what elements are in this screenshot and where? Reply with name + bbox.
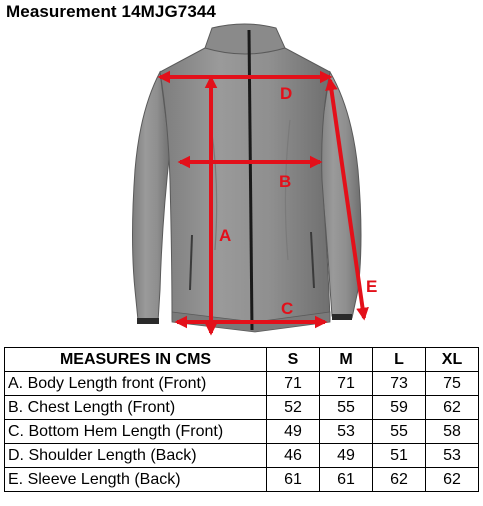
page-title: Measurement 14MJG7344 (6, 2, 216, 21)
header-measures: MEASURES IN CMS (5, 348, 267, 372)
cell-value: 46 (267, 444, 320, 468)
label-c: C (281, 299, 294, 318)
table-row (5, 444, 479, 468)
row-label: E. Sleeve Length (Back) (5, 468, 267, 492)
cell-value: 71 (320, 372, 373, 396)
label-e: E (366, 277, 378, 296)
size-table (4, 347, 479, 492)
label-b: B (279, 172, 292, 191)
cell-value: 55 (320, 396, 373, 420)
cell-value: 61 (267, 468, 320, 492)
cell-value: 61 (320, 468, 373, 492)
row-label: C. Bottom Hem Length (Front) (5, 420, 267, 444)
table-header-row (5, 348, 479, 372)
cell-value: 49 (267, 420, 320, 444)
cell-value: 62 (373, 468, 426, 492)
cell-value: 73 (373, 372, 426, 396)
cell-value: 62 (426, 396, 479, 420)
header-size-s: S (267, 348, 320, 372)
cell-value: 71 (267, 372, 320, 396)
table-row (5, 420, 479, 444)
cell-value: 53 (320, 420, 373, 444)
table-row (5, 372, 479, 396)
row-label: D. Shoulder Length (Back) (5, 444, 267, 468)
cell-value: 52 (267, 396, 320, 420)
cell-value: 59 (373, 396, 426, 420)
row-label: B. Chest Length (Front) (5, 396, 267, 420)
row-label: A. Body Length front (Front) (5, 372, 267, 396)
cell-value: 62 (426, 468, 479, 492)
cell-value: 49 (320, 444, 373, 468)
cell-value: 51 (373, 444, 426, 468)
header-size-m: M (320, 348, 373, 372)
cell-value: 75 (426, 372, 479, 396)
header-size-xl: XL (426, 348, 479, 372)
jacket-photo (133, 24, 362, 332)
table-row (5, 396, 479, 420)
label-d: D (280, 84, 293, 103)
cell-value: 58 (426, 420, 479, 444)
label-a: A (219, 226, 232, 245)
cell-value: 55 (373, 420, 426, 444)
cell-value: 53 (426, 444, 479, 468)
header-size-l: L (373, 348, 426, 372)
table-row (5, 468, 479, 492)
